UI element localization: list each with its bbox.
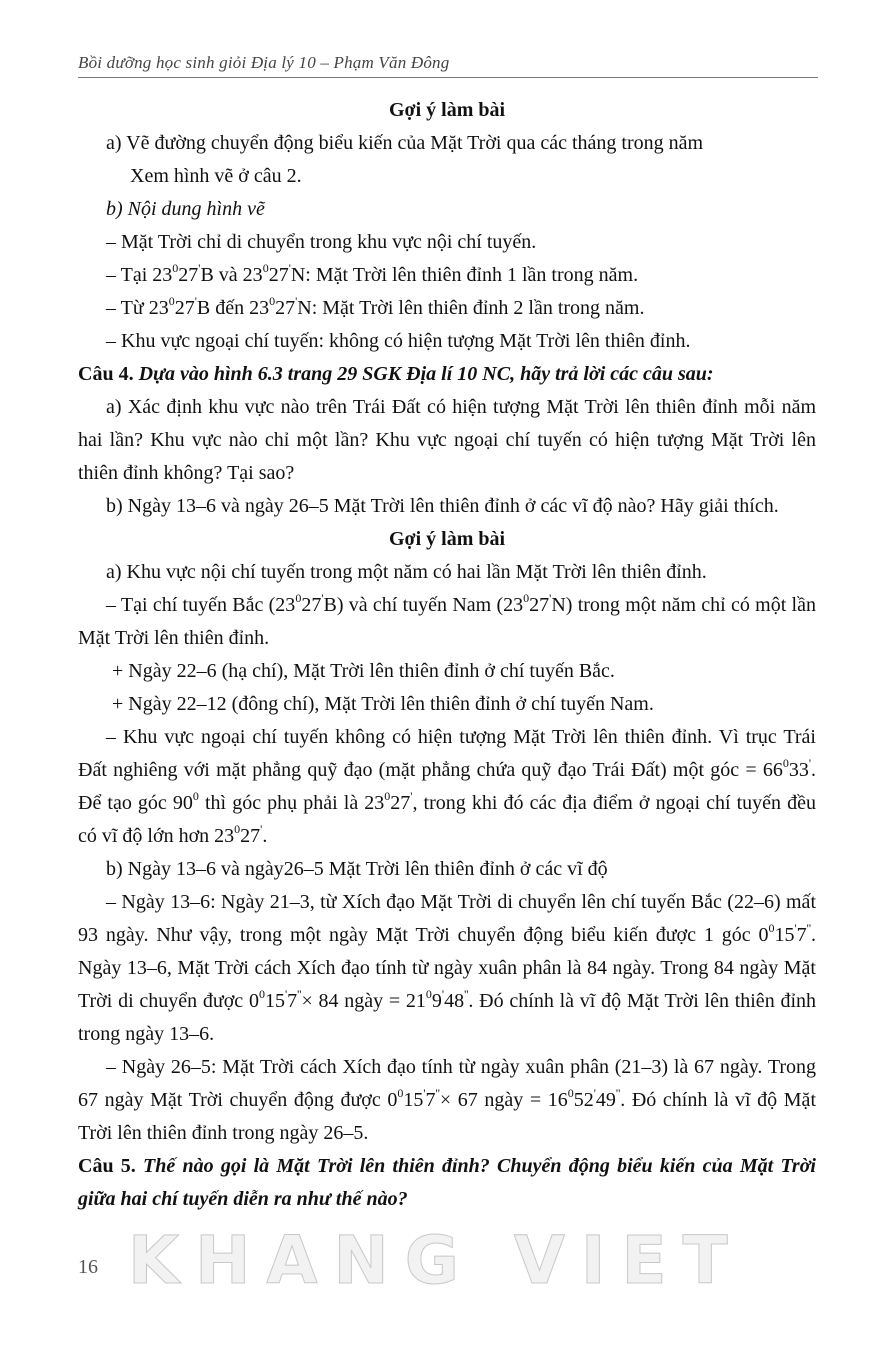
paragraph: – Ngày 13–6: Ngày 21–3, từ Xích đạo Mặt Trời di chuyển lên chí tuyến Bắc (22–6) mất 93 ngày. Như vậy, trong một ngày Mặt Trời chuyển động biểu kiến được 1 góc $0^015'7''$. Ngày 13–6, Mặt Trời cách Xích đạo tính từ ngày xuân phân là 84 ngày. Trong 84 ngày Mặt Trời di chuyển được $0^015'7''\times 84$ ngày = $21^09'48''$. Đó chính là vĩ độ Mặt Trời lên thiên đỉnh trong ngày 13–6. <box>78 891 817 1045</box>
list-item: – Từ $23^027'B$ đến $23^027'N$: Mặt Trời lên thiên đỉnh 2 lần trong năm. <box>106 294 645 319</box>
paragraph: a) Xác định khu vực nào trên Trái Đất có hiện tượng Mặt Trời lên thiên đỉnh mỗi năm hai lần? Khu vực nào chỉ một lần? Khu vực ngoại chí tuyến có hiện tượng Mặt Trời lên thiên đỉnh không? Tại sao? <box>78 396 816 484</box>
question-5: Câu 5. Thế nào gọi là Mặt Trời lên thiên đỉnh? Chuyển động biểu kiến của Mặt Trời giữa hai chí tuyến diễn ra như thế nào? <box>78 1155 816 1210</box>
list-item: – Khu vực ngoại chí tuyến: không có hiện tượng Mặt Trời lên thiên đỉnh. <box>106 330 691 352</box>
header-divider <box>78 77 818 78</box>
section-heading: Gợi ý làm bài <box>388 528 506 550</box>
list-item: + Ngày 22–12 (đông chí), Mặt Trời lên thiên đỉnh ở chí tuyến Nam. <box>112 693 654 715</box>
list-item: + Ngày 22–6 (hạ chí), Mặt Trời lên thiên đỉnh ở chí tuyến Bắc. <box>112 660 615 682</box>
paragraph: – Khu vực ngoại chí tuyến không có hiện tượng Mặt Trời lên thiên đỉnh. Vì trục Trái Đất nghiêng với mặt phẳng quỹ đạo (mặt phẳng chứa quỹ đạo Trái Đất) một góc = $66^033'$. Để tạo góc $90^0$ thì góc phụ phải là $23^027'$, trong khi đó các địa điểm ở ngoại chí tuyến đều có vĩ độ lớn hơn $23^027'$. <box>78 726 817 847</box>
page-content <box>78 94 816 1216</box>
list-item: – Mặt Trời chỉ di chuyển trong khu vực nội chí tuyến. <box>106 231 537 253</box>
page-number: 16 <box>78 1256 98 1278</box>
paragraph: b) Ngày 13–6 và ngày 26–5 Mặt Trời lên thiên đỉnh ở các vĩ độ nào? Hãy giải thích. <box>106 495 779 517</box>
paragraph: Xem hình vẽ ở câu 2. <box>130 165 302 187</box>
section-heading: Gợi ý làm bài <box>388 99 506 121</box>
paragraph: b) Ngày 13–6 và ngày26–5 Mặt Trời lên thiên đỉnh ở các vĩ độ <box>106 858 608 880</box>
watermark-logo: KHANG VIET <box>128 1222 744 1299</box>
running-header: Bồi dưỡng học sinh giỏi Địa lý 10 – Phạm Văn Đông <box>78 53 450 72</box>
paragraph: a) Khu vực nội chí tuyến trong một năm có hai lần Mặt Trời lên thiên đỉnh. <box>106 561 707 583</box>
paragraph: – Ngày 26–5: Mặt Trời cách Xích đạo tính từ ngày xuân phân (21–3) là 67 ngày. Trong 67 ngày Mặt Trời chuyển động được $0^015'7''\times 67$ ngày = $16^052'49''$. Đó chính là vĩ độ Mặt Trời lên thiên đỉnh trong ngày 26–5. <box>78 1056 816 1144</box>
paragraph: – Tại chí tuyến Bắc $(23^027'B)$ và chí tuyến Nam $(23^027'N)$ trong một năm chỉ có một lần Mặt Trời lên thiên đỉnh. <box>78 591 816 649</box>
paragraph: a) Vẽ đường chuyển động biểu kiến của Mặt Trời qua các tháng trong năm <box>106 132 704 154</box>
list-item: – Tại $23^027'B$ và $23^027'N$: Mặt Trời lên thiên đỉnh 1 lần trong năm. <box>106 261 639 286</box>
question-4: Câu 4. Dựa vào hình 6.3 trang 29 SGK Địa lí 10 NC, hãy trả lời các câu sau: <box>78 363 714 385</box>
subheading: b) Nội dung hình vẽ <box>106 198 265 220</box>
